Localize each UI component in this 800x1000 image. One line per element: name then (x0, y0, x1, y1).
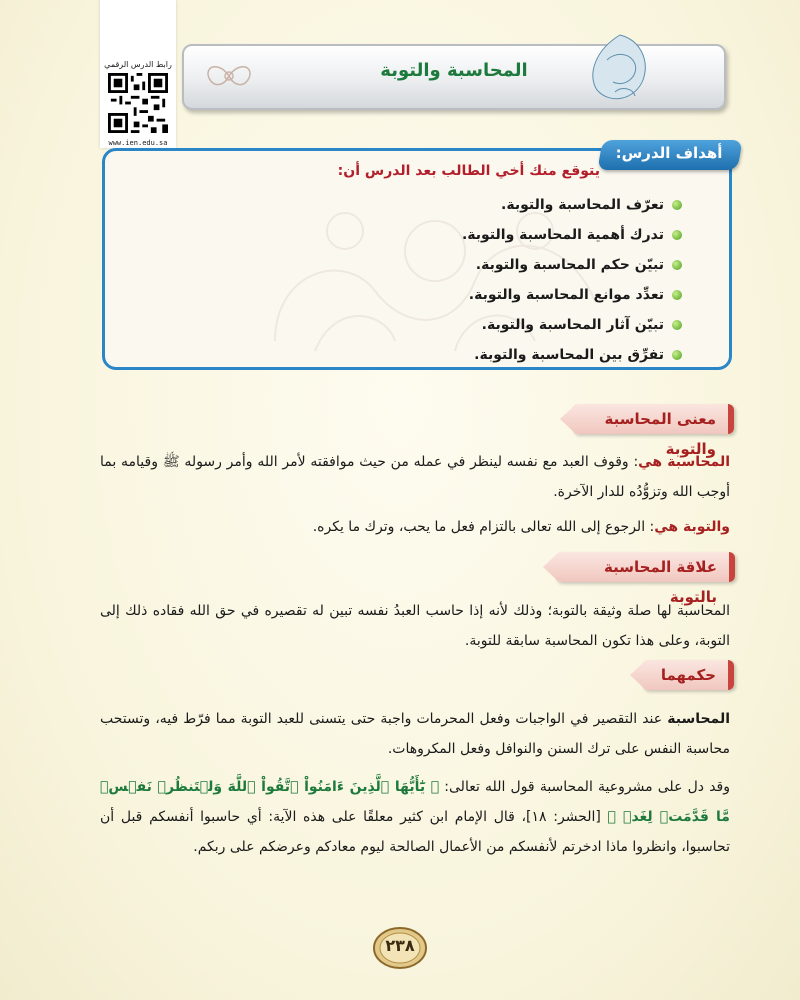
objective-text: تبيّن آثار المحاسبة والتوبة. (481, 317, 664, 333)
section-header-ruling: حكمهما (642, 660, 734, 690)
ruling-paragraph (100, 704, 730, 764)
term-repentance: والتوبة هي (654, 519, 730, 535)
qr-url[interactable]: www.ien.edu.sa (108, 139, 168, 147)
bullet-icon (672, 320, 682, 330)
list-item (462, 190, 682, 220)
term-accounting: المحاسبة هي (638, 454, 730, 470)
list-item (462, 250, 682, 280)
objective-text: تعدِّد موانع المحاسبة والتوبة. (468, 287, 664, 303)
lesson-title: المحاسبة والتوبة (380, 60, 528, 81)
section-header-relation: علاقة المحاسبة بالتوبة (555, 552, 735, 582)
relation-paragraph: المحاسبة لها صلة وثيقة بالتوبة؛ وذلك لأنه إذا حاسب العبدُ نفسه تبين له تقصيره في حق الله فقاده ذلك إلى التوبة، وعلى هذا تكون المحاسبة سابقة للتوبة. (100, 603, 730, 649)
qr-code-icon[interactable] (108, 73, 168, 133)
section-header-meaning: معنى المحاسبة والتوبة (572, 404, 734, 434)
definition-accounting (100, 447, 730, 507)
ruling-paragraph-text: عند التقصير في الواجبات وفعل المحرمات واجبة حتى يتسنى للعبد التوبة مما فرّط فيه، وتستحب محاسبة النفس على ترك السنن والنوافل وفعل المكروهات. (100, 711, 730, 757)
bullet-icon (672, 200, 682, 210)
list-item (462, 340, 682, 370)
objective-text: تبيّن حكم المحاسبة والتوبة. (475, 257, 664, 273)
bullet-icon (672, 230, 682, 240)
definition-repentance (100, 512, 730, 542)
bullet-icon (672, 350, 682, 360)
definition-accounting-text: : وقوف العبد مع نفسه لينظر في عمله من حيث موافقته لأمر الله وأمر رسوله ﷺ وقيامه بما أوجب الله وتزوُّدُه للدار الآخرة. (100, 454, 730, 500)
bullet-icon (672, 260, 682, 270)
list-item (462, 220, 682, 250)
qr-caption: رابط الدرس الرقمي (104, 60, 172, 69)
evidence-paragraph (100, 772, 730, 862)
definition-repentance-text: : الرجوع إلى الله تعالى بالتزام فعل ما يحب، وترك ما يكره. (312, 519, 655, 535)
bullet-icon (672, 290, 682, 300)
objective-text: تدرك أهمية المحاسبة والتوبة. (461, 227, 664, 243)
evidence-text: [الحشر: ١٨]، قال الإمام ابن كثير معلقًا على هذه الآية: أي حاسبوا أنفسكم قبل أن تحاسبوا، وانظروا ماذا ادخرتم لأنفسكم من الأعمال الصالحة ليوم معادكم وعرضكم على ربكم. (100, 809, 730, 855)
qr-code-panel[interactable] (100, 0, 176, 148)
quran-verse: ﴿ يَٰٓأَيُّهَا ٱلَّذِينَ ءَامَنُواْ ٱتَّقُواْ ٱللَّهَ وَلۡتَنظُرۡ نَفۡسٞ مَّا قَدَّمَتۡ لِغَدٖ ﴾ (100, 779, 730, 825)
calligraphy-emblem-icon (585, 30, 655, 110)
objectives-list (462, 190, 682, 370)
objective-text: تعرّف المحاسبة والتوبة. (501, 197, 664, 213)
term-accounting-ruling: المحاسبة (667, 711, 730, 727)
page-number: ٢٣٨ (385, 936, 415, 955)
objective-text: تفرِّق بين المحاسبة والتوبة. (474, 347, 664, 363)
list-item (462, 310, 682, 340)
objectives-tab-label: أهداف الدرس: (615, 144, 723, 162)
list-item (462, 280, 682, 310)
objectives-intro: يتوقع منك أخي الطالب بعد الدرس أن: (337, 163, 600, 179)
evidence-lead: وقد دل على مشروعية المحاسبة قول الله تعالى: (439, 779, 730, 795)
